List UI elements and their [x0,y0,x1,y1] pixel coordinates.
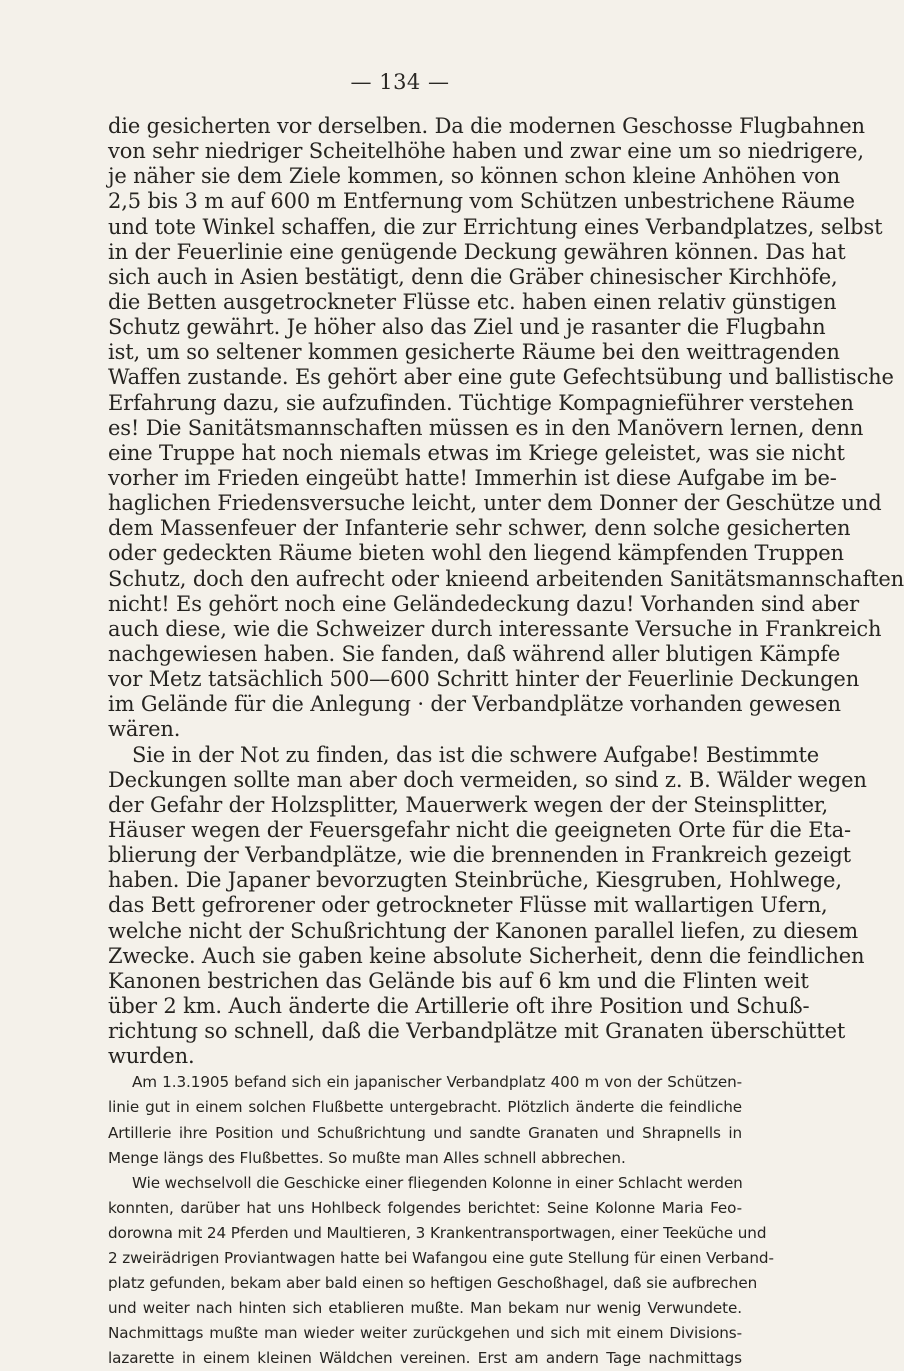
text-line: es! Die Sanitätsmannschaften müssen es in den Manövern lernen, denn [108,415,864,440]
text-line: Zwecke. Auch sie gaben keine absolute Sicherheit, denn die feindlichen [108,943,865,968]
small-text-line: Nachmittags mußte man wieder weiter zurückgehen und sich mit einem Divisions- [108,1324,742,1343]
text-line: über 2 km. Auch änderte die Artillerie oft ihre Position und Schuß- [108,993,810,1018]
text-line: im Gelände für die Anlegung · der Verbandplätze vorhanden gewesen [108,692,841,717]
text-line: Schutz gewährt. Je höher also das Ziel und je rasanter die Flugbahn [108,315,826,340]
text-line: wurden. [108,1044,195,1069]
text-line: blierung der Verbandplätze, wie die brennenden in Frankreich gezeigt [108,843,851,868]
text-line: 2,5 bis 3 m auf 600 m Entfernung vom Schützen unbestrichene Räume [108,189,855,214]
text-line: sich auch in Asien bestätigt, denn die Gräber chinesischer Kirchhöfe, [108,264,838,289]
text-line: nicht! Es gehört noch eine Geländedeckung dazu! Vorhanden sind aber [108,591,860,616]
text-line: eine Truppe hat noch niemals etwas im Kriege geleistet, was sie nicht [108,440,845,465]
text-line: der Gefahr der Holzsplitter, Mauerwerk wegen der der Steinsplitter, [108,792,828,817]
small-text-line: und weiter nach hinten sich etablieren mußte. Man bekam nur wenig Verwundete. [108,1299,742,1318]
text-line: dem Massenfeuer der Infanterie sehr schwer, denn solche gesicherten [108,516,851,541]
text-line: haglichen Friedensversuche leicht, unter dem Donner der Geschütze und [108,491,882,516]
small-text-line: Artillerie ihre Position und Schußrichtung und sandte Granaten und Shrapnells in [108,1123,742,1142]
small-text-line: 2 zweirädrigen Proviantwagen hatte bei Wafangou eine gute Stellung für einen Verband- [108,1249,774,1267]
text-line: auch diese, wie die Schweizer durch interessante Versuche in Frankreich [108,616,882,641]
small-text-line: dorowna mit 24 Pferden und Maultieren, 3 Krankentransportwagen, einer Teeküche und [108,1223,767,1242]
small-text-line: konnten, darüber hat uns Hohlbeck folgendes berichtet: Seine Kolonne Maria Feo- [108,1198,742,1217]
small-text-line: Wie wechselvoll die Geschicke einer fliegenden Kolonne in einer Schlacht werden [132,1173,743,1192]
page-body [108,114,904,1371]
text-line: oder gedeckten Räume bieten wohl den liegend kämpfenden Truppen [108,541,844,566]
text-line: ist, um so seltener kommen gesicherte Räume bei den weittragenden [108,340,840,365]
text-line: Kanonen bestrichen das Gelände bis auf 6 km und die Flinten weit [108,968,809,993]
text-line: Sie in der Not zu finden, das ist die schwere Aufgabe! Bestimmte [132,742,820,767]
text-line: die Betten ausgetrockneter Flüsse etc. haben einen relativ günstigen [108,289,837,314]
text-line: von sehr niedriger Scheitelhöhe haben und zwar eine um so niedrigere, [108,139,864,164]
text-line: das Bett gefrorener oder getrockneter Flüsse mit wallartigen Ufern, [108,893,828,918]
small-text-line: linie gut in einem solchen Flußbette untergebracht. Plötzlich änderte die feindliche [108,1098,742,1117]
text-line: vorher im Frieden eingeübt hatte! Immerhin ist diese Aufgabe im be- [108,465,837,490]
small-text-line: Am 1.3.1905 befand sich ein japanischer Verbandplatz 400 m von der Schützen- [132,1073,742,1092]
text-line: Waffen zustande. Es gehört aber eine gute Gefechtsübung und ballistische [108,365,894,390]
small-text-line: platz gefunden, bekam aber bald einen so heftigen Geschoßhagel, daß sie aufbrechen [108,1274,758,1293]
text-line: Schutz, doch den aufrecht oder knieend arbeitenden Sanitätsmannschaften [108,566,904,591]
page-number: — 134 — [350,70,450,94]
text-line: die gesicherten vor derselben. Da die modernen Geschosse Flugbahnen [108,114,865,138]
text-line: haben. Die Japaner bevorzugten Steinbrüche, Kiesgruben, Hohlwege, [108,868,842,893]
text-line: welche nicht der Schußrichtung der Kanonen parallel liefen, zu diesem [108,918,859,943]
main-text [108,114,904,1069]
small-print-block [108,1070,774,1371]
text-line: Häuser wegen der Feuersgefahr nicht die geeigneten Orte für die Eta- [108,817,851,842]
text-line: je näher sie dem Ziele kommen, so können schon kleine Anhöhen von [108,164,840,189]
text-line: vor Metz tatsächlich 500—600 Schritt hinter der Feuerlinie Deckungen [108,667,860,692]
text-line: nachgewiesen haben. Sie fanden, daß während aller blutigen Kämpfe [108,641,841,666]
text-line: richtung so schnell, daß die Verbandplätze mit Granaten überschüttet [108,1019,846,1044]
small-text-line: Menge längs des Flußbettes. So mußte man Alles schnell abbrechen. [108,1148,626,1167]
text-line: Erfahrung dazu, sie aufzufinden. Tüchtige Kompagnieführer verstehen [108,390,854,415]
text-line: wären. [108,717,181,742]
small-text-line: lazarette in einem kleinen Wäldchen vereinen. Erst am andern Tage nachmittags [108,1349,742,1368]
text-line: Deckungen sollte man aber doch vermeiden, so sind z. B. Wälder wegen [108,767,867,792]
text-line: in der Feuerlinie eine genügende Deckung gewähren können. Das hat [108,239,846,264]
text-line: und tote Winkel schaffen, die zur Errichtung eines Verbandplatzes, selbst [108,214,883,239]
